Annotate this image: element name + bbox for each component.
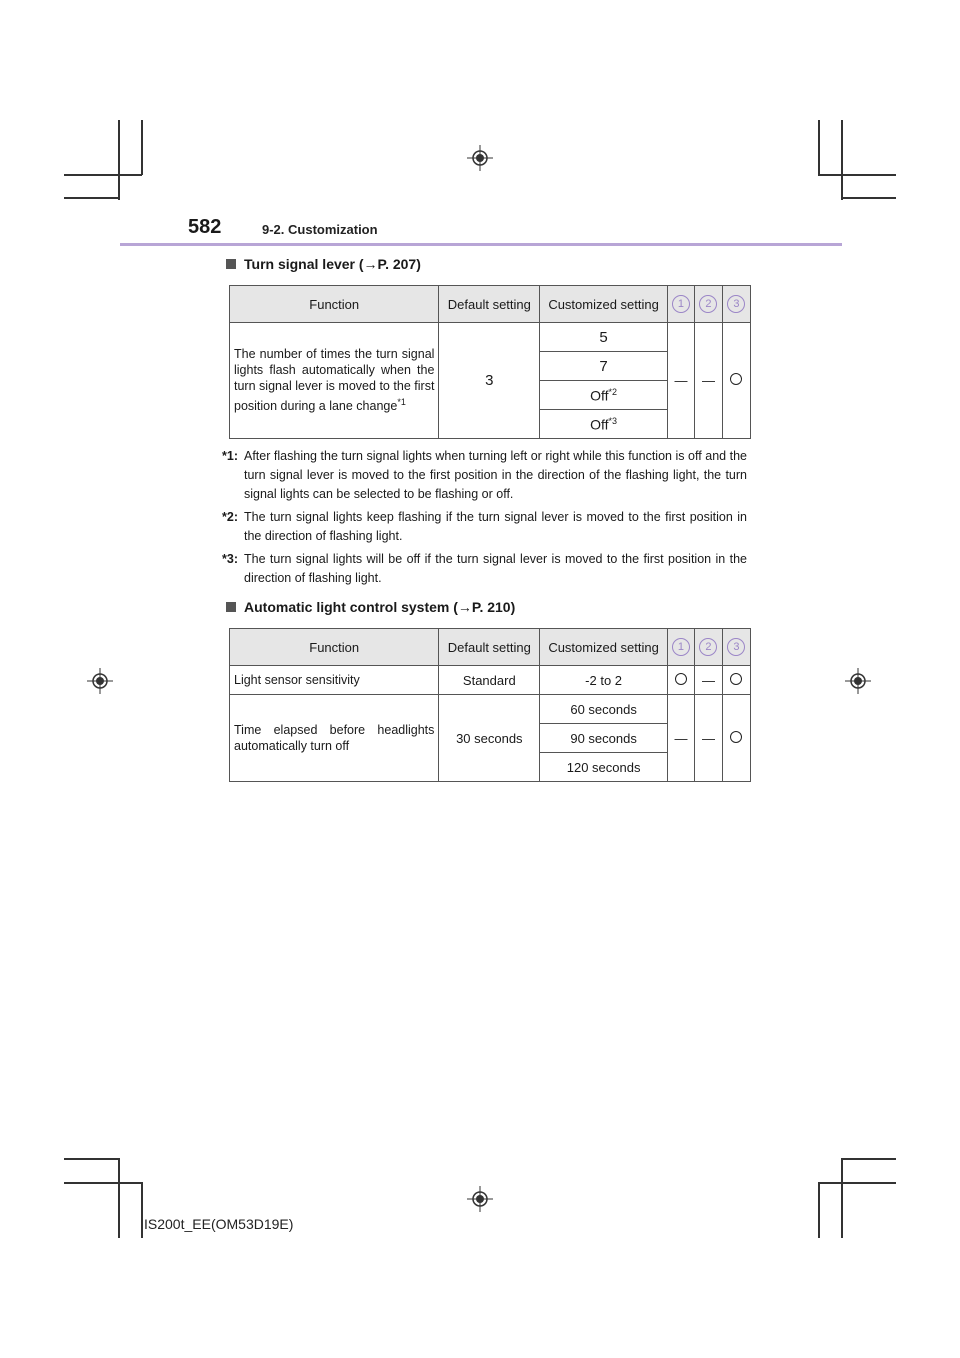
col-method-3 bbox=[722, 286, 750, 323]
registration-target-icon bbox=[845, 668, 871, 694]
page-number: 582 bbox=[188, 216, 222, 238]
function-cell: Time elapsed before headlights automatically turn off bbox=[230, 695, 439, 782]
footnote: *1: After flashing the turn signal lights when turning left or right while this function is off and the turn signal lever is moved to the first position in the direction of the flashing light, the turn signal lights can be selected to be flashing or off. bbox=[222, 449, 747, 501]
option-cell: -2 to 2 bbox=[540, 666, 668, 695]
table-row bbox=[230, 666, 751, 695]
crop-mark bbox=[64, 1182, 142, 1184]
supported-mark bbox=[675, 673, 687, 685]
registration-target-icon bbox=[467, 145, 493, 171]
method-3-cell bbox=[722, 323, 750, 439]
option-cell: 120 seconds bbox=[540, 753, 668, 782]
method-1-cell: — bbox=[667, 323, 694, 439]
crop-mark bbox=[841, 1158, 843, 1238]
col-customized: Customized setting bbox=[540, 629, 668, 666]
auto-light-table bbox=[229, 628, 751, 782]
auto-light-heading bbox=[226, 599, 515, 615]
document-id: IS200t_EE(OM53D19E) bbox=[144, 1216, 294, 1232]
col-default: Default setting bbox=[439, 629, 540, 666]
header-rule bbox=[120, 243, 842, 246]
bullet-square-icon bbox=[226, 602, 236, 612]
option-cell: 5 bbox=[540, 323, 668, 352]
option-cell: Off$^{*3}$ bbox=[540, 410, 668, 439]
crop-mark bbox=[841, 1158, 896, 1160]
crop-mark bbox=[818, 120, 820, 175]
registration-target-icon bbox=[467, 1186, 493, 1212]
method-3-icon: 3 bbox=[727, 295, 745, 313]
crop-mark bbox=[141, 120, 143, 175]
registration-target-icon bbox=[87, 668, 113, 694]
auto-light-heading-text: Automatic light control system (→P. 210) bbox=[244, 599, 516, 615]
default-cell: Standard bbox=[439, 666, 540, 695]
method-3-cell bbox=[722, 695, 750, 782]
method-3-cell bbox=[722, 666, 750, 695]
bullet-square-icon bbox=[226, 259, 236, 269]
method-3-icon: 3 bbox=[727, 638, 745, 656]
option-cell: 7 bbox=[540, 352, 668, 381]
crop-mark bbox=[118, 120, 120, 200]
crop-mark bbox=[118, 1158, 120, 1238]
method-1-icon: 1 bbox=[672, 295, 690, 313]
section-title: 9-2. Customization bbox=[262, 222, 378, 237]
turn-signal-heading-text: Turn signal lever (→P. 207) bbox=[244, 256, 421, 272]
footnote: *3: The turn signal lights will be off if the turn signal lever is moved to the first position in the direction of flashing light. bbox=[222, 552, 747, 585]
col-method-1 bbox=[667, 286, 694, 323]
col-default: Default setting bbox=[439, 286, 540, 323]
default-cell: 3 bbox=[439, 323, 540, 439]
turn-signal-heading bbox=[226, 256, 421, 272]
crop-mark bbox=[818, 1182, 896, 1184]
option-cell: Off$^{*2}$ bbox=[540, 381, 668, 410]
method-2-icon: 2 bbox=[699, 638, 717, 656]
method-2-icon: 2 bbox=[699, 295, 717, 313]
crop-mark bbox=[841, 120, 843, 200]
crop-mark bbox=[818, 174, 896, 176]
col-function: Function bbox=[230, 629, 439, 666]
crop-mark bbox=[64, 174, 142, 176]
col-function: Function bbox=[230, 286, 439, 323]
function-cell: Light sensor sensitivity bbox=[230, 666, 439, 695]
option-cell: 60 seconds bbox=[540, 695, 668, 724]
function-cell: The number of times the turn signal lights flash automatically when the turn signal lever is moved to the first position during a lane change$^{*1}$ bbox=[230, 323, 439, 439]
crop-mark bbox=[818, 1182, 820, 1238]
footnote: *2: The turn signal lights keep flashing if the turn signal lever is moved to the first position in the direction of flashing light. bbox=[222, 510, 747, 543]
col-customized: Customized setting bbox=[540, 286, 668, 323]
col-method-1 bbox=[667, 629, 694, 666]
footnotes bbox=[222, 447, 747, 592]
supported-mark bbox=[730, 731, 742, 743]
method-2-cell: — bbox=[694, 323, 722, 439]
crop-mark bbox=[64, 197, 119, 199]
default-cell: 30 seconds bbox=[439, 695, 540, 782]
supported-mark bbox=[730, 373, 742, 385]
crop-mark bbox=[841, 197, 896, 199]
method-1-icon: 1 bbox=[672, 638, 690, 656]
col-method-3 bbox=[722, 629, 750, 666]
method-1-cell: — bbox=[667, 695, 694, 782]
supported-mark bbox=[730, 673, 742, 685]
crop-mark bbox=[64, 1158, 119, 1160]
col-method-2 bbox=[694, 629, 722, 666]
col-method-2 bbox=[694, 286, 722, 323]
turn-signal-table bbox=[229, 285, 751, 439]
method-2-cell: — bbox=[694, 666, 722, 695]
method-2-cell: — bbox=[694, 695, 722, 782]
method-1-cell bbox=[667, 666, 694, 695]
table-row bbox=[230, 695, 751, 724]
option-cell: 90 seconds bbox=[540, 724, 668, 753]
crop-mark bbox=[141, 1182, 143, 1238]
